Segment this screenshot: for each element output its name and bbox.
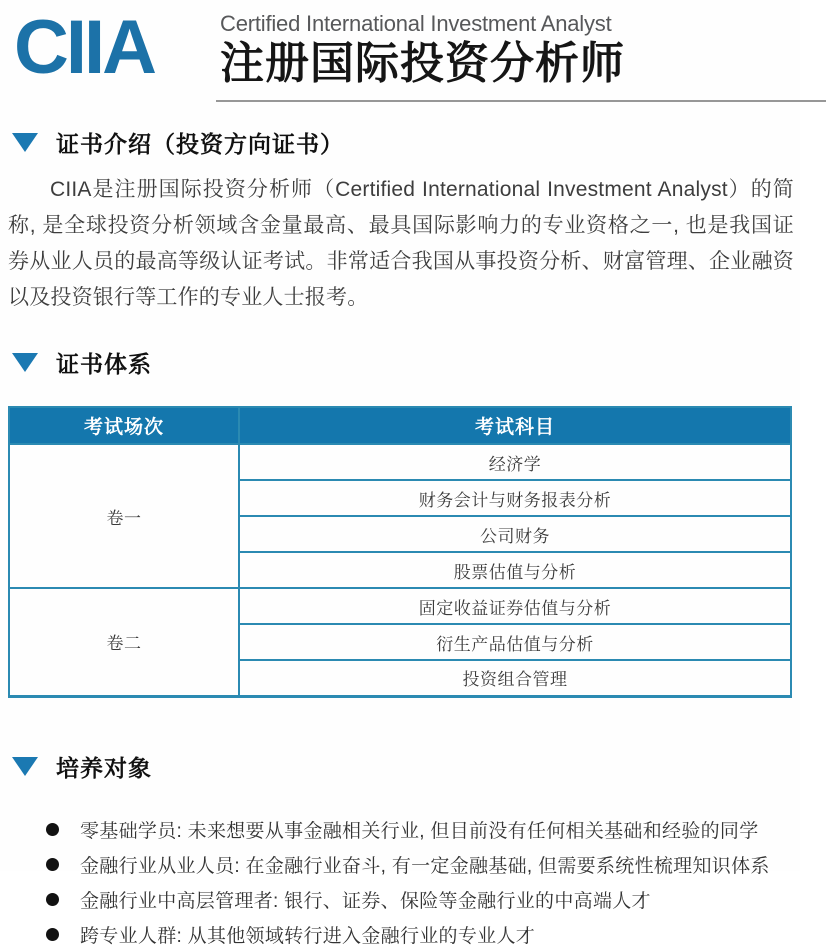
section-title: 培养对象: [56, 754, 152, 781]
bullet-circle-icon: [46, 823, 59, 836]
down-triangle-icon: [12, 757, 38, 776]
list-item-text: 零基础学员: 未来想要从事金融相关行业, 但目前没有任何相关基础和经验的同学: [80, 821, 759, 842]
intro-paragraph: CIIA是注册国际投资分析师（Certified International Investment Analyst）的简称, 是全球投资分析领域含金量最高、最具国际影响力的专业资格之一, 也是我国证券从业人员的最高等级认证考试。非常适合我国从事投资分析、财富管理、企业融资以及投资银行等工作的专业人士报考。: [8, 178, 794, 309]
list-item-text: 金融行业中高层管理者: 银行、证券、保险等金融行业的中高端人才: [80, 891, 651, 912]
subject-cell: 投资组合管理: [239, 660, 791, 696]
title-block: [208, 10, 826, 102]
list-item: [46, 813, 800, 847]
ciia-logo: CIIA: [14, 5, 154, 90]
subject-cell: 财务会计与财务报表分析: [239, 480, 791, 516]
section-heading-system: [12, 346, 800, 379]
column-header-subject: 考试科目: [239, 407, 791, 444]
session-cell-volume1: 卷一: [9, 444, 239, 588]
down-triangle-icon: [12, 353, 38, 372]
subject-cell: 衍生产品估值与分析: [239, 624, 791, 660]
subject-cell: 固定收益证券估值与分析: [239, 588, 791, 624]
subject-cell: 股票估值与分析: [239, 552, 791, 588]
section-title: 证书介绍（投资方向证书）: [56, 131, 344, 157]
header-divider: [216, 100, 826, 102]
subject-cell: 经济学: [239, 444, 791, 480]
list-item: [46, 883, 800, 917]
section-heading-audience: [12, 750, 800, 783]
list-item: [46, 848, 800, 882]
header: [0, 0, 800, 102]
table-header-row: [9, 407, 791, 444]
list-item: [46, 918, 800, 952]
page-title: 注册国际投资分析师: [220, 39, 625, 88]
list-item-text: 金融行业从业人员: 在金融行业奋斗, 有一定金融基础, 但需要系统性梳理知识体系: [80, 856, 770, 877]
session-cell-volume2: 卷二: [9, 588, 239, 696]
audience-list: [46, 813, 800, 952]
exam-structure-table: [8, 406, 792, 698]
bullet-circle-icon: [46, 893, 59, 906]
down-triangle-icon: [12, 133, 38, 152]
subject-cell: 公司财务: [239, 516, 791, 552]
table-row: [9, 444, 791, 480]
subtitle-english: Certified International Investment Analyst: [220, 11, 612, 36]
bullet-circle-icon: [46, 928, 59, 941]
section-heading-intro: [12, 126, 800, 159]
bullet-circle-icon: [46, 858, 59, 871]
column-header-session: 考试场次: [9, 407, 239, 444]
list-item-text: 跨专业人群: 从其他领域转行进入金融行业的专业人才: [80, 926, 536, 947]
table-row: [9, 588, 791, 624]
section-title: 证书体系: [56, 351, 152, 377]
